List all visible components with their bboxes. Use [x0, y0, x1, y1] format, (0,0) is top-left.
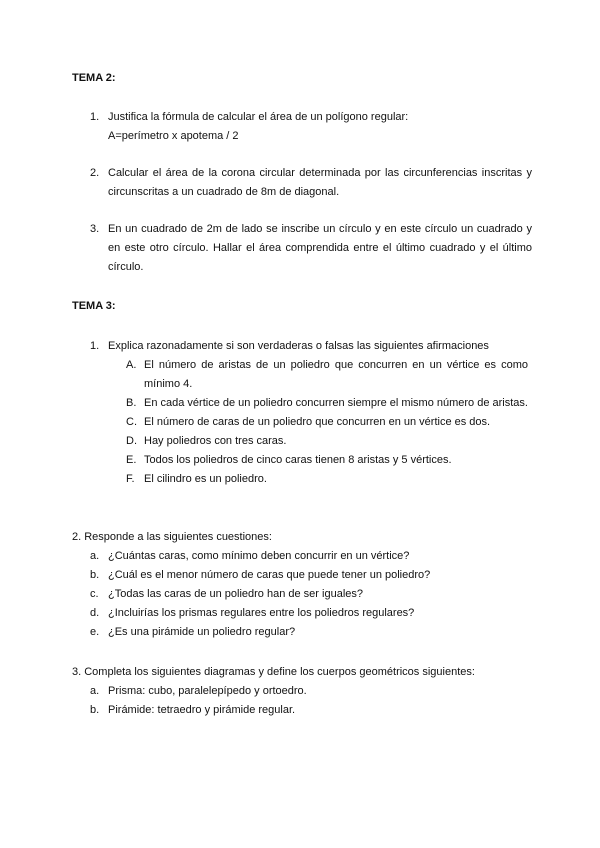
list-item [126, 432, 528, 451]
list-item [90, 701, 532, 720]
tema3-heading: TEMA 3: [72, 300, 116, 312]
list-marker: c. [90, 588, 99, 600]
list-item [126, 394, 528, 413]
tema2-item-3 [72, 220, 532, 277]
section-title: 3. Completa los siguientes diagramas y define los cuerpos geométricos siguientes: [72, 666, 475, 678]
list-marker: A. [126, 359, 137, 371]
questions-list [90, 547, 532, 642]
tema2-heading: TEMA 2: [72, 72, 116, 84]
list-marker: a. [90, 685, 100, 697]
list-item [126, 470, 528, 489]
list-item [90, 585, 532, 604]
list-item [90, 682, 532, 701]
diagrams-section [72, 663, 532, 720]
list-marker: 1. [90, 340, 100, 352]
tema2-item-1 [72, 108, 532, 162]
list-marker: 1. [90, 111, 100, 123]
item-text: El cilindro es un poliedro. [144, 473, 267, 485]
item-text: ¿Cuál es el menor número de caras que puede tener un poliedro? [108, 569, 431, 581]
list-marker: D. [126, 435, 137, 447]
item-text: En un cuadrado de 2m de lado se inscribe un círculo y en este círculo un cuadrado y en este otro círculo. Hallar el área comprendida entre el último cuadrado y el último círculo. [108, 223, 532, 273]
item-text: Hay poliedros con tres caras. [144, 435, 287, 447]
item-text: Pirámide: tetraedro y pirámide regular. [108, 704, 296, 716]
list-item [90, 623, 532, 642]
item-text: El número de aristas de un poliedro que concurren en un vértice es como mínimo 4. [144, 359, 528, 390]
questions-section [72, 528, 532, 642]
list-marker: a. [90, 550, 100, 562]
list-item [126, 356, 528, 394]
list-marker: F. [126, 473, 135, 485]
tema2-item-2 [72, 164, 532, 218]
list-item [126, 451, 528, 470]
list-marker: b. [90, 569, 100, 581]
item-text: Explica razonadamente si son verdaderas o falsas las siguientes afirmaciones [108, 340, 489, 352]
item-text: ¿Incluirías los prismas regulares entre los poliedros regulares? [108, 607, 415, 619]
tema3-list [72, 337, 532, 356]
list-marker: C. [126, 416, 137, 428]
item-text: Todos los poliedros de cinco caras tienen 8 aristas y 5 vértices. [144, 454, 452, 466]
formula-text: A=perímetro x apotema / 2 [108, 130, 239, 142]
affirmations-list [126, 356, 528, 489]
section-title: 2. Responde a las siguientes cuestiones: [72, 531, 272, 543]
list-item [90, 566, 532, 585]
tema2-list [72, 108, 532, 277]
list-marker: B. [126, 397, 137, 409]
list-marker: b. [90, 704, 100, 716]
list-marker: 3. [90, 223, 100, 235]
list-item [126, 413, 528, 432]
item-text: ¿Todas las caras de un poliedro han de ser iguales? [108, 588, 363, 600]
item-text: ¿Cuántas caras, como mínimo deben concurrir en un vértice? [108, 550, 410, 562]
item-text: Justifica la fórmula de calcular el área de un polígono regular: [108, 111, 409, 123]
item-text: ¿Es una pirámide un poliedro regular? [108, 626, 296, 638]
list-marker: E. [126, 454, 137, 466]
definitions-list [90, 682, 532, 720]
list-marker: d. [90, 607, 100, 619]
list-marker: 2. [90, 167, 100, 179]
item-text: Calcular el área de la corona circular determinada por las circunferencias inscritas y circunscritas a un cuadrado de 8m de diagonal. [108, 167, 532, 198]
list-marker: e. [90, 626, 100, 638]
item-text: En cada vértice de un poliedro concurren siempre el mismo número de aristas. [144, 397, 528, 409]
tema3-item-1 [72, 337, 532, 356]
list-item [90, 547, 532, 566]
item-text: Prisma: cubo, paralelepípedo y ortoedro. [108, 685, 307, 697]
item-text: El número de caras de un poliedro que concurren en un vértice es dos. [144, 416, 491, 428]
list-item [90, 604, 532, 623]
